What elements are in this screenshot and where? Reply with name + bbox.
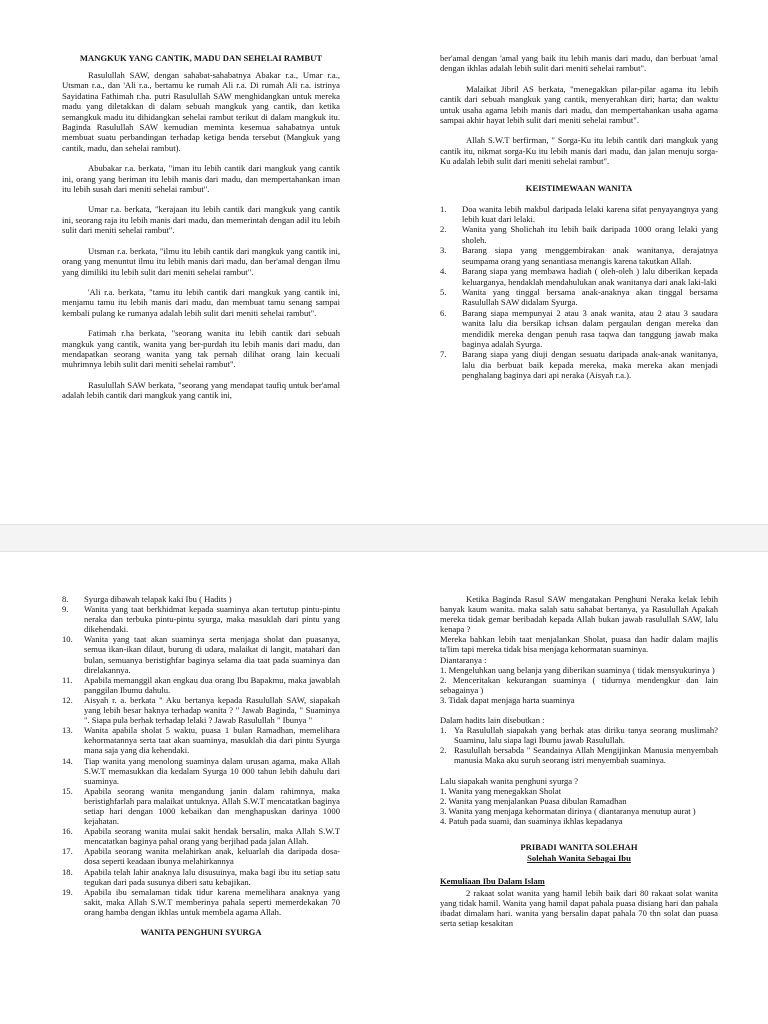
paragraph: Allah S.W.T berfirman, " Sorga-Ku itu lebih cantik dari mangkuk yang cantik itu, nikmat sorga-Ku itu lebih manis dari madu, dan jalan menuju sorga-Ku adalah lebih sulit dari meniti sehelai rambut". (440, 135, 718, 167)
list-item: 4. Barang siapa yang membawa hadiah ( oleh-oleh ) lalu diberikan kepada keluarganya, hendaklah mendahulukan anak wanitanya dari anak laki-laki (440, 266, 718, 287)
list-item: 14. Tiap wanita yang menolong suaminya dalam urusan agama, maka Allah S.W.T memasukkan dia kedalam Syurga 10 000 tahun lebih dahulu dari suaminya. (62, 755, 340, 786)
list-item: 6. Barang siapa mempunyai 2 atau 3 anak wanita, atau 2 atau 3 saudara wanita lalu dia bersikap ichsan dalam pergaulan dengan mereka dan mendidik mereka dengan penuh rasa taqwa dan tanggung jawab maka baginya adalah Syurga. (440, 307, 718, 349)
list-item: 3. Wanita yang menjaga kehormatan dirinya ( diantaranya menutup aurat ) (440, 805, 696, 816)
paragraph: ber'amal dengan 'amal yang baik itu lebih manis dari madu, dan berbuat 'amal dengan ikhlas adalah lebih sulit dari meniti sehelai rambut". (440, 53, 718, 74)
paragraph: 2 rakaat solat wanita yang hamil lebih baik dari 80 rakaat solat wanita yang tidak hamil. Wanita yang hamil dapat pahala puasa disiang hari dan pahala ibadat dimalam hari. wanita yang bersalin dapat pahala 70 thn solat dan puasa serta setiap kesakitan (440, 888, 718, 929)
list-item: 1. Wanita yang menegakkan Sholat (440, 785, 562, 796)
list-item: 8. Syurga dibawah telapak kaki Ibu ( Hadits ) (62, 594, 232, 604)
list (62, 594, 340, 917)
list-item: 1. Doa wanita lebih makbul daripada lelaki karena sifat penyayangnya yang lebih kuat dari lelaki. (440, 203, 718, 225)
paragraph: Utsman r.a. berkata, "ilmu itu lebih cantik dari mangkuk yang cantik ini, orang yang menuntut ilmu itu lebih manis dari madu, dan ber'amal dengan ilmu yang dimiliki itu lebih sulit dari meniti sehelai rambut". (62, 245, 340, 277)
paragraph: Fatimah r.ha berkata, "seorang wanita itu lebih cantik dari sebuah mangkuk yang cantik, wanita yang ber-purdah itu lebih manis dari madu, dan mendapatkan seorang wanita yang tak pernah dilihat orang lain kecuali muhrimnya lebih sulit dari meniti sehelai rambut". (62, 328, 340, 370)
list-item: 9. Wanita yang taat berkhidmat kepada suaminya akan tertutup pintu-pintu neraka dan terbuka pintu-pintu syurga, maka masuklah dari pintu yang dikehendaki. (62, 604, 340, 635)
list-item: 10. Wanita yang taat akan suaminya serta menjaga sholat dan puasanya, semua ikan-ikan dilaut, burung di udara, malaikat di langit, matahari dan bulan, semuanya beristighfar baginya selama dia taat pada suaminya dan direlakannya. (62, 634, 340, 675)
paragraph: Mereka bahkan lebih taat menjalankan Sholat, puasa dan hadir dalam majlis ta'lim tapi mereka tidak bisa menjaga kehormatan suaminya. (440, 634, 718, 655)
list-item: 15. Apabila seorang wanita mengandung janin dalam rahimnya, maka beristighfarlah para malaikat untuknya. Allah S.W.T mencatatkan baginya setiap hari dengan 1000 kebaikan dan menghapuskan darinya 1000 kejahatan. (62, 785, 340, 827)
list-item: 18. Apabila telah lahir anaknya lalu disusuinya, maka bagi ibu itu setiap satu tegukan dari pada susunya diberi satu kebajikan. (62, 866, 340, 887)
section-title: Kemuliaan Ibu Dalam Islam (440, 875, 545, 886)
section-heading: KEISTIMEWAAN WANITA (525, 182, 633, 193)
section-heading: WANITA PENGHUNI SYURGA (140, 927, 262, 937)
paragraph: Ketika Baginda Rasul SAW mengatakan Penghuni Neraka kelak lebih banyak kaum wanita. maka salah satu sahabat bertanya, ya Rasulullah Apakah mereka tidak gemar beribadah kepada Allah bukan jawab rasulullah SAW, lalu kenapa ? (440, 594, 718, 635)
page-divider (0, 524, 768, 552)
list-item: 2. Rasulullah bersabda " Seandainya Allah Mengijinkan Manusia menyembah manusia Maka aku suruh seorang istri menyembah suaminya. (440, 745, 718, 766)
paragraph: Umar r.a. berkata, "kerajaan itu lebih cantik dari mangkuk yang cantik ini, seorang raja itu lebih manis dari madu, dan memerintah dengan adil itu lebih sulit dari meniti sehelai rambut". (62, 204, 340, 236)
list (440, 204, 718, 381)
top-left-column (62, 53, 340, 411)
list-item: 4. Patuh pada suami, dan suaminya ikhlas kepadanya (440, 815, 623, 826)
list-item: 2. Wanita yang menjalankan Puasa dibulan Ramadhan (440, 795, 627, 806)
list-item: 1. Mengeluhkan uang belanja yang diberikan suaminya ( tidak mensyukurinya ) (440, 664, 715, 675)
paragraph: Rasulullah SAW, dengan sahabat-sahabatnya Abakar r.a., Umar r.a., Utsman r.a., dan 'Ali r.a., bertamu ke rumah Ali r.a. Di rumah Ali r.a. istrinya Sayidatina Fathimah r.ha. putri Rasulullah SAW menghidangkan untuk mereka madu yang diletakkan di dalam sebuah mangkuk yang cantik, dan ketika semangkuk madu itu dihidangkan sehelai rambut terikut di dalam mangkuk itu. Baginda Rasulullah SAW kemudian meminta kesemua sahabatnya untuk membuat suatu perbandingan terhadap ketiga benda tersebut (Mangkuk yang cantik, madu, dan sehelai rambut). (62, 70, 340, 153)
list-item: 16. Apabila seorang wanita mulai sakit hendak bersalin, maka Allah S.W.T mencatatkan baginya pahal orang yang berjihad pada jalan Allah. (62, 826, 340, 847)
paragraph: 'Ali r.a. berkata, "tamu itu lebih cantik dari mangkuk yang cantik ini, menjamu tamu itu lebih manis dari madu, dan membuat tamu senang sampai kembali pulang ke rumanya adalah lebih sulit dari meniti sehelai rambut". (62, 286, 340, 318)
list-item: 12. Aisyah r. a. berkata " Aku bertanya kepada Rasulullah SAW, siapakah yang lebih besar haknya terhadap wanita ? " Jawab Baginda, " Suaminya ". Siapa pula berhak terhadap lelaki ? Jawab Rasulullah " Ibunya " (62, 694, 340, 726)
section-subheading: Solehah Wanita Sebagai Ibu (527, 852, 631, 863)
list-item: 17. Apabila seorang wanita melahirkan anak, keluarlah dia daripada dosa-dosa seperti keadaan ibunya melahirkannya (62, 846, 340, 867)
paragraph: Malaikat Jibril AS berkata, "menegakkan pilar-pilar agama itu lebih cantik dari sebuah mangkuk yang cantik, menyerahkan diri; harta; dan waktu untuk usaha agama lebih manis dari madu, dan mempertahankan usaha agama sampai akhir hayat lebih sulit dari meniti sehelai rambut". (440, 83, 718, 126)
list (440, 725, 718, 765)
paragraph: Rasulullah SAW berkata, "seorang yang mendapat taufiq untuk ber'amal adalah lebih cantik dari mangkuk yang cantik ini, (62, 379, 340, 401)
list-item: 5. Wanita yang tinggal bersama anak-anaknya akan tinggal bersama Rasulullah SAW didalam Syurga. (440, 286, 718, 308)
section-heading: PRIBADI WANITA SOLEHAH (520, 841, 638, 852)
list-item: 2. Wanita yang Sholichah itu lebih baik daripada 1000 orang lelaki yang sholeh. (440, 224, 718, 245)
among-label: Diantaranya : (440, 654, 487, 665)
list-item: 3. Tidak dapat menjaga harta suaminya (440, 694, 575, 705)
list-item: 3. Barang siapa yang menggembirakan anak wanitanya, derajatnya seumpama orang yang senantiasa menangis karena takutkan Allah. (440, 245, 718, 266)
list-item: 7. Barang siapa yang diuji dengan sesuatu daripada anak-anak wanitanya, lalu dia berbuat baik kepada mereka, maka mereka akan menjadi penghalang baginya dari api neraka (Aisyah r.a.). (440, 349, 718, 381)
hadith-label: Dalam hadits lain disebutkan : (440, 715, 545, 726)
list-item: 11. Apabila memanggil akan engkau dua orang Ibu Bapakmu, maka jawablah panggilan Ibumu dahulu. (62, 674, 340, 695)
list-item: 13. Wanita apabila sholat 5 waktu, puasa 1 bulan Ramadhan, memelihara kehormatannya serta taat akan suaminya, masuklah dia dari pintu Syurga mana saja yang dia kehendaki. (62, 725, 340, 756)
list-item: 19. Apabila ibu semalaman tidak tidur karena memelihara anaknya yang sakit, maka Allah S.W.T memberinya pahala seperti memerdekakan 70 orang hamba dengan ikhlas untuk membela agama Allah. (62, 886, 340, 917)
article-title: MANGKUK YANG CANTIK, MADU DAN SEHELAI RAMBUT (79, 53, 323, 63)
list-item: 1. Ya Rasulullah siapakah yang berhak atas diriku tanya seorang muslimah? Suaminu, lalu siapa lagi Ibumu jawab Rasulullah. (440, 725, 718, 746)
bottom-left-column (62, 594, 340, 938)
who-label: Lalu siapakah wanita penghuni syurga ? (440, 775, 579, 786)
top-right-column (440, 53, 718, 381)
list-item: 2. Menceritakan kekurangan suaminya ( tidurnya mendengkur dan lain sebagainya ) (440, 674, 718, 695)
paragraph: Abubakar r.a. berkata, "iman itu lebih cantik dari mangkuk yang cantik ini, orang yang beriman itu lebih manis dari madu, dan mempertahankan iman itu lebih susah dari meniti sehelai rambut". (62, 163, 340, 195)
bottom-right-column (440, 594, 718, 938)
